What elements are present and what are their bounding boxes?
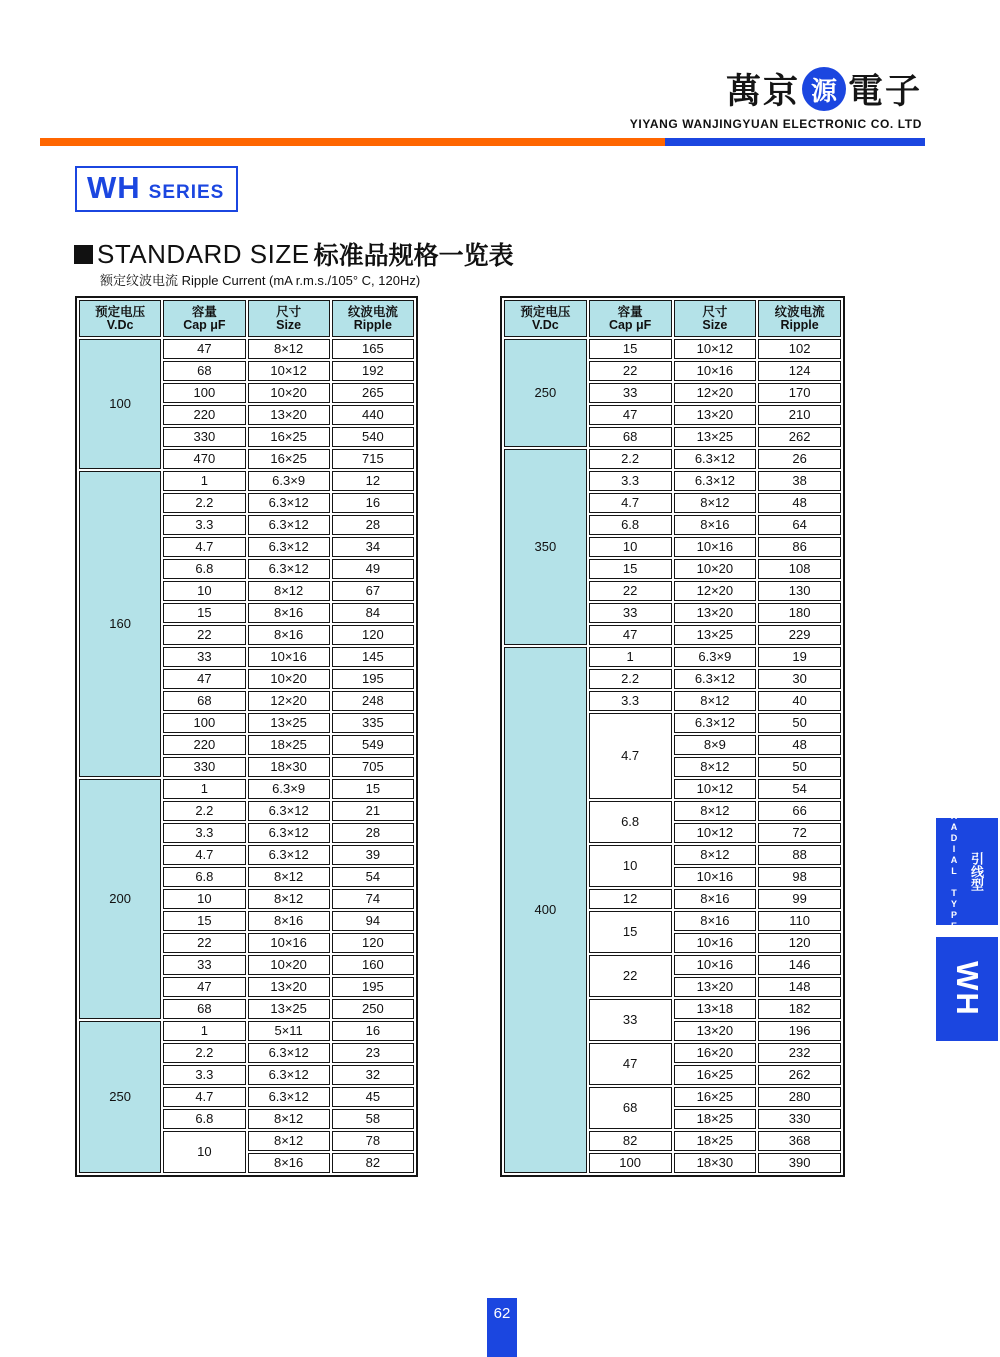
ripple-cell: 16 <box>332 1021 414 1041</box>
capacitance-cell: 33 <box>589 383 672 403</box>
size-cell: 10×20 <box>248 669 330 689</box>
col-header-voltage: 预定电压 V.Dc <box>79 300 161 337</box>
capacitance-cell: 10 <box>589 537 672 557</box>
capacitance-cell: 2.2 <box>589 449 672 469</box>
ripple-cell: 170 <box>758 383 841 403</box>
side-tab-series-wh <box>936 937 998 1041</box>
ripple-cell: 280 <box>758 1087 841 1107</box>
ripple-cell: 38 <box>758 471 841 491</box>
table-row <box>504 339 841 359</box>
ripple-cell: 48 <box>758 493 841 513</box>
size-cell: 6.3×12 <box>248 801 330 821</box>
ripple-cell: 330 <box>758 1109 841 1129</box>
ripple-cell: 368 <box>758 1131 841 1151</box>
ripple-cell: 390 <box>758 1153 841 1173</box>
ripple-cell: 58 <box>332 1109 414 1129</box>
ripple-cell: 335 <box>332 713 414 733</box>
capacitance-cell: 3.3 <box>163 1065 245 1085</box>
capacitance-cell: 4.7 <box>589 493 672 513</box>
series-wh-vertical-label: WH <box>950 961 985 1017</box>
capacitance-cell: 15 <box>163 603 245 623</box>
size-cell: 8×12 <box>674 801 757 821</box>
ripple-cell: 21 <box>332 801 414 821</box>
capacitance-cell: 15 <box>589 911 672 953</box>
size-cell: 16×25 <box>248 427 330 447</box>
size-cell: 6.3×9 <box>248 779 330 799</box>
size-cell: 8×12 <box>248 581 330 601</box>
size-cell: 13×18 <box>674 999 757 1019</box>
size-cell: 6.3×12 <box>248 1087 330 1107</box>
capacitance-cell: 4.7 <box>163 845 245 865</box>
ripple-cell: 262 <box>758 1065 841 1085</box>
ripple-cell: 86 <box>758 537 841 557</box>
ripple-cell: 74 <box>332 889 414 909</box>
size-cell: 6.3×9 <box>674 647 757 667</box>
ripple-cell: 94 <box>332 911 414 931</box>
size-cell: 10×20 <box>248 955 330 975</box>
ripple-cell: 23 <box>332 1043 414 1063</box>
ripple-cell: 40 <box>758 691 841 711</box>
header-rule <box>40 138 925 146</box>
ripple-cell: 232 <box>758 1043 841 1063</box>
capacitance-cell: 15 <box>589 339 672 359</box>
ripple-cell: 130 <box>758 581 841 601</box>
capacitance-cell: 330 <box>163 427 245 447</box>
size-cell: 8×16 <box>248 625 330 645</box>
size-cell: 13×25 <box>248 999 330 1019</box>
col-header-ripple: 纹波电流 Ripple <box>332 300 414 337</box>
capacitance-cell: 100 <box>589 1153 672 1173</box>
table-row <box>79 339 414 359</box>
size-cell: 8×12 <box>248 889 330 909</box>
size-cell: 8×16 <box>248 911 330 931</box>
table-row <box>504 647 841 667</box>
table-row <box>79 1021 414 1041</box>
size-cell: 8×12 <box>248 1109 330 1129</box>
size-cell: 8×16 <box>674 515 757 535</box>
size-cell: 18×25 <box>674 1131 757 1151</box>
size-cell: 16×20 <box>674 1043 757 1063</box>
ripple-cell: 66 <box>758 801 841 821</box>
size-cell: 6.3×9 <box>248 471 330 491</box>
table-header-row <box>504 300 841 337</box>
capacitance-cell: 330 <box>163 757 245 777</box>
ripple-cell: 64 <box>758 515 841 535</box>
capacitance-cell: 33 <box>163 955 245 975</box>
ripple-cell: 195 <box>332 977 414 997</box>
table-row <box>504 449 841 469</box>
size-cell: 8×12 <box>248 1131 330 1151</box>
ripple-cell: 32 <box>332 1065 414 1085</box>
ripple-cell: 99 <box>758 889 841 909</box>
capacitance-cell: 6.8 <box>163 867 245 887</box>
capacitance-cell: 3.3 <box>163 823 245 843</box>
size-cell: 10×20 <box>674 559 757 579</box>
ripple-cell: 48 <box>758 735 841 755</box>
size-cell: 6.3×12 <box>248 537 330 557</box>
capacitance-cell: 22 <box>163 933 245 953</box>
size-cell: 18×25 <box>674 1109 757 1129</box>
size-cell: 8×16 <box>674 889 757 909</box>
size-cell: 8×16 <box>248 1153 330 1173</box>
ripple-cell: 549 <box>332 735 414 755</box>
rule-blue-segment <box>665 138 925 146</box>
size-cell: 16×25 <box>248 449 330 469</box>
ripple-cell: 262 <box>758 427 841 447</box>
table-header-row <box>79 300 414 337</box>
black-square-bullet-icon <box>74 245 93 264</box>
capacitance-cell: 1 <box>163 779 245 799</box>
capacitance-cell: 22 <box>589 581 672 601</box>
ripple-cell: 49 <box>332 559 414 579</box>
ripple-cell: 196 <box>758 1021 841 1041</box>
ripple-cell: 45 <box>332 1087 414 1107</box>
size-cell: 10×16 <box>674 955 757 975</box>
ripple-cell: 108 <box>758 559 841 579</box>
size-cell: 8×12 <box>674 493 757 513</box>
ripple-cell: 88 <box>758 845 841 865</box>
capacitance-cell: 68 <box>163 999 245 1019</box>
capacitance-cell: 3.3 <box>589 471 672 491</box>
spec-table-right-body <box>504 339 841 1173</box>
size-cell: 6.3×12 <box>248 823 330 843</box>
logo-text-right: 電子 <box>847 72 922 112</box>
capacitance-cell: 220 <box>163 735 245 755</box>
voltage-cell: 250 <box>79 1021 161 1173</box>
heading-chinese: 标准品规格一览表 <box>313 241 514 270</box>
ripple-cell: 210 <box>758 405 841 425</box>
size-cell: 8×12 <box>248 867 330 887</box>
capacitance-cell: 12 <box>589 889 672 909</box>
size-cell: 13×20 <box>674 977 757 997</box>
col-header-size: 尺寸 Size <box>674 300 757 337</box>
ripple-cell: 72 <box>758 823 841 843</box>
size-cell: 10×16 <box>674 361 757 381</box>
series-name: WH <box>87 170 141 205</box>
brand-header <box>630 64 922 131</box>
size-cell: 6.3×12 <box>248 1065 330 1085</box>
capacitance-cell: 4.7 <box>163 1087 245 1107</box>
size-cell: 8×16 <box>674 911 757 931</box>
size-cell: 8×12 <box>674 845 757 865</box>
ripple-cell: 34 <box>332 537 414 557</box>
ripple-cell: 180 <box>758 603 841 623</box>
capacitance-cell: 4.7 <box>163 537 245 557</box>
table-row <box>79 471 414 491</box>
ripple-cell: 26 <box>758 449 841 469</box>
ripple-cell: 540 <box>332 427 414 447</box>
size-cell: 12×20 <box>674 383 757 403</box>
size-cell: 18×30 <box>674 1153 757 1173</box>
size-cell: 12×20 <box>674 581 757 601</box>
size-cell: 5×11 <box>248 1021 330 1041</box>
size-cell: 6.3×12 <box>674 669 757 689</box>
ripple-cell: 19 <box>758 647 841 667</box>
size-cell: 8×9 <box>674 735 757 755</box>
size-cell: 8×12 <box>674 691 757 711</box>
ripple-cell: 30 <box>758 669 841 689</box>
capacitance-cell: 10 <box>163 889 245 909</box>
ripple-cell: 124 <box>758 361 841 381</box>
capacitance-cell: 2.2 <box>163 801 245 821</box>
ripple-cell: 440 <box>332 405 414 425</box>
ripple-cell: 120 <box>758 933 841 953</box>
capacitance-cell: 6.8 <box>589 515 672 535</box>
capacitance-cell: 100 <box>163 713 245 733</box>
capacitance-cell: 100 <box>163 383 245 403</box>
ripple-cell: 82 <box>332 1153 414 1173</box>
ripple-cell: 120 <box>332 933 414 953</box>
voltage-cell: 250 <box>504 339 587 447</box>
ripple-cell: 39 <box>332 845 414 865</box>
capacitance-cell: 1 <box>589 647 672 667</box>
spec-table-left <box>75 296 418 1177</box>
ripple-cell: 265 <box>332 383 414 403</box>
size-cell: 10×12 <box>674 339 757 359</box>
size-cell: 10×20 <box>248 383 330 403</box>
ripple-cell: 250 <box>332 999 414 1019</box>
logo-text-left: 萬京 <box>725 72 800 112</box>
radial-type-label: RADIAL TYPE <box>949 811 959 932</box>
ripple-cell: 28 <box>332 823 414 843</box>
ripple-cell: 110 <box>758 911 841 931</box>
size-cell: 18×30 <box>248 757 330 777</box>
size-cell: 8×12 <box>674 757 757 777</box>
ripple-cell: 15 <box>332 779 414 799</box>
size-cell: 6.3×12 <box>248 515 330 535</box>
capacitance-cell: 3.3 <box>163 515 245 535</box>
ripple-cell: 67 <box>332 581 414 601</box>
side-tab-radial-type <box>936 811 998 932</box>
ripple-cell: 145 <box>332 647 414 667</box>
size-cell: 10×16 <box>248 647 330 667</box>
size-cell: 13×20 <box>248 977 330 997</box>
size-cell: 10×12 <box>674 823 757 843</box>
size-cell: 10×16 <box>674 867 757 887</box>
ripple-cell: 12 <box>332 471 414 491</box>
col-header-ripple: 纹波电流 Ripple <box>758 300 841 337</box>
size-cell: 8×16 <box>248 603 330 623</box>
capacitance-cell: 470 <box>163 449 245 469</box>
capacitance-cell: 10 <box>163 581 245 601</box>
section-heading <box>74 236 514 272</box>
size-cell: 6.3×12 <box>248 559 330 579</box>
capacitance-cell: 47 <box>163 669 245 689</box>
size-cell: 18×25 <box>248 735 330 755</box>
capacitance-cell: 6.8 <box>163 1109 245 1129</box>
company-name: YIYANG WANJINGYUAN ELECTRONIC CO. LTD <box>629 117 922 131</box>
capacitance-cell: 1 <box>163 471 245 491</box>
capacitance-cell: 10 <box>163 1131 245 1173</box>
size-cell: 13×20 <box>248 405 330 425</box>
size-cell: 10×16 <box>674 537 757 557</box>
size-cell: 10×12 <box>674 779 757 799</box>
capacitance-cell: 2.2 <box>163 1043 245 1063</box>
capacitance-cell: 3.3 <box>589 691 672 711</box>
size-cell: 13×20 <box>674 1021 757 1041</box>
col-header-voltage: 预定电压 V.Dc <box>504 300 587 337</box>
size-cell: 6.3×12 <box>674 471 757 491</box>
ripple-cell: 16 <box>332 493 414 513</box>
capacitance-cell: 82 <box>589 1131 672 1151</box>
ripple-cell: 182 <box>758 999 841 1019</box>
size-cell: 6.3×12 <box>248 1043 330 1063</box>
series-suffix: SERIES <box>148 182 225 203</box>
capacitance-cell: 22 <box>163 625 245 645</box>
capacitance-cell: 47 <box>589 625 672 645</box>
size-cell: 16×25 <box>674 1065 757 1085</box>
rule-orange-segment <box>40 138 665 146</box>
ripple-cell: 54 <box>758 779 841 799</box>
col-header-capacitance: 容量 Cap μF <box>163 300 245 337</box>
col-header-size: 尺寸 Size <box>248 300 330 337</box>
capacitance-cell: 68 <box>163 691 245 711</box>
logo-circle-icon <box>802 67 846 111</box>
capacitance-cell: 6.8 <box>589 801 672 843</box>
series-badge <box>75 166 238 212</box>
capacitance-cell: 47 <box>589 1043 672 1085</box>
capacitance-cell: 2.2 <box>163 493 245 513</box>
size-cell: 13×20 <box>674 603 757 623</box>
logo-circle-char: 源 <box>810 76 837 107</box>
ripple-cell: 50 <box>758 713 841 733</box>
size-cell: 8×12 <box>248 339 330 359</box>
size-cell: 6.3×12 <box>248 493 330 513</box>
ripple-cell: 84 <box>332 603 414 623</box>
col-header-capacitance: 容量 Cap μF <box>589 300 672 337</box>
size-cell: 6.3×12 <box>248 845 330 865</box>
capacitance-cell: 10 <box>589 845 672 887</box>
capacitance-cell: 22 <box>589 955 672 997</box>
size-cell: 6.3×12 <box>674 713 757 733</box>
voltage-cell: 350 <box>504 449 587 645</box>
ripple-cell: 165 <box>332 339 414 359</box>
spec-table-left-body <box>79 339 414 1173</box>
page-number: 62 <box>487 1298 517 1357</box>
capacitance-cell: 33 <box>589 999 672 1041</box>
voltage-cell: 400 <box>504 647 587 1173</box>
ripple-cell: 78 <box>332 1131 414 1151</box>
ripple-cell: 54 <box>332 867 414 887</box>
ripple-cell: 715 <box>332 449 414 469</box>
capacitance-cell: 68 <box>589 1087 672 1129</box>
capacitance-cell: 47 <box>163 339 245 359</box>
voltage-cell: 200 <box>79 779 161 1019</box>
ripple-current-note: 额定纹波电流 Ripple Current (mA r.m.s./105° C, 120Hz) <box>100 273 421 288</box>
ripple-cell: 120 <box>332 625 414 645</box>
capacitance-cell: 47 <box>589 405 672 425</box>
ripple-cell: 705 <box>332 757 414 777</box>
ripple-cell: 146 <box>758 955 841 975</box>
size-cell: 6.3×12 <box>674 449 757 469</box>
capacitance-cell: 33 <box>589 603 672 623</box>
ripple-cell: 102 <box>758 339 841 359</box>
capacitance-cell: 22 <box>589 361 672 381</box>
heading-english: STANDARD SIZE <box>97 238 310 269</box>
ripple-cell: 98 <box>758 867 841 887</box>
capacitance-cell: 68 <box>589 427 672 447</box>
ripple-cell: 50 <box>758 757 841 777</box>
ripple-cell: 192 <box>332 361 414 381</box>
voltage-cell: 100 <box>79 339 161 469</box>
ripple-cell: 195 <box>332 669 414 689</box>
size-cell: 16×25 <box>674 1087 757 1107</box>
capacitance-cell: 220 <box>163 405 245 425</box>
ripple-cell: 229 <box>758 625 841 645</box>
voltage-cell: 160 <box>79 471 161 777</box>
capacitance-cell: 15 <box>589 559 672 579</box>
ripple-cell: 160 <box>332 955 414 975</box>
table-row <box>79 779 414 799</box>
ripple-cell: 148 <box>758 977 841 997</box>
size-cell: 10×16 <box>248 933 330 953</box>
size-cell: 13×25 <box>248 713 330 733</box>
capacitance-cell: 15 <box>163 911 245 931</box>
size-cell: 10×16 <box>674 933 757 953</box>
spec-table-right <box>500 296 845 1177</box>
ripple-cell: 28 <box>332 515 414 535</box>
capacitance-cell: 47 <box>163 977 245 997</box>
capacitance-cell: 68 <box>163 361 245 381</box>
capacitance-cell: 2.2 <box>589 669 672 689</box>
capacitance-cell: 4.7 <box>589 713 672 799</box>
brand-logo <box>630 64 922 114</box>
size-cell: 10×12 <box>248 361 330 381</box>
capacitance-cell: 1 <box>163 1021 245 1041</box>
radial-type-chinese-label: 引线型 <box>968 852 983 891</box>
size-cell: 13×25 <box>674 625 757 645</box>
capacitance-cell: 6.8 <box>163 559 245 579</box>
size-cell: 13×20 <box>674 405 757 425</box>
size-cell: 12×20 <box>248 691 330 711</box>
capacitance-cell: 33 <box>163 647 245 667</box>
ripple-cell: 248 <box>332 691 414 711</box>
size-cell: 13×25 <box>674 427 757 447</box>
